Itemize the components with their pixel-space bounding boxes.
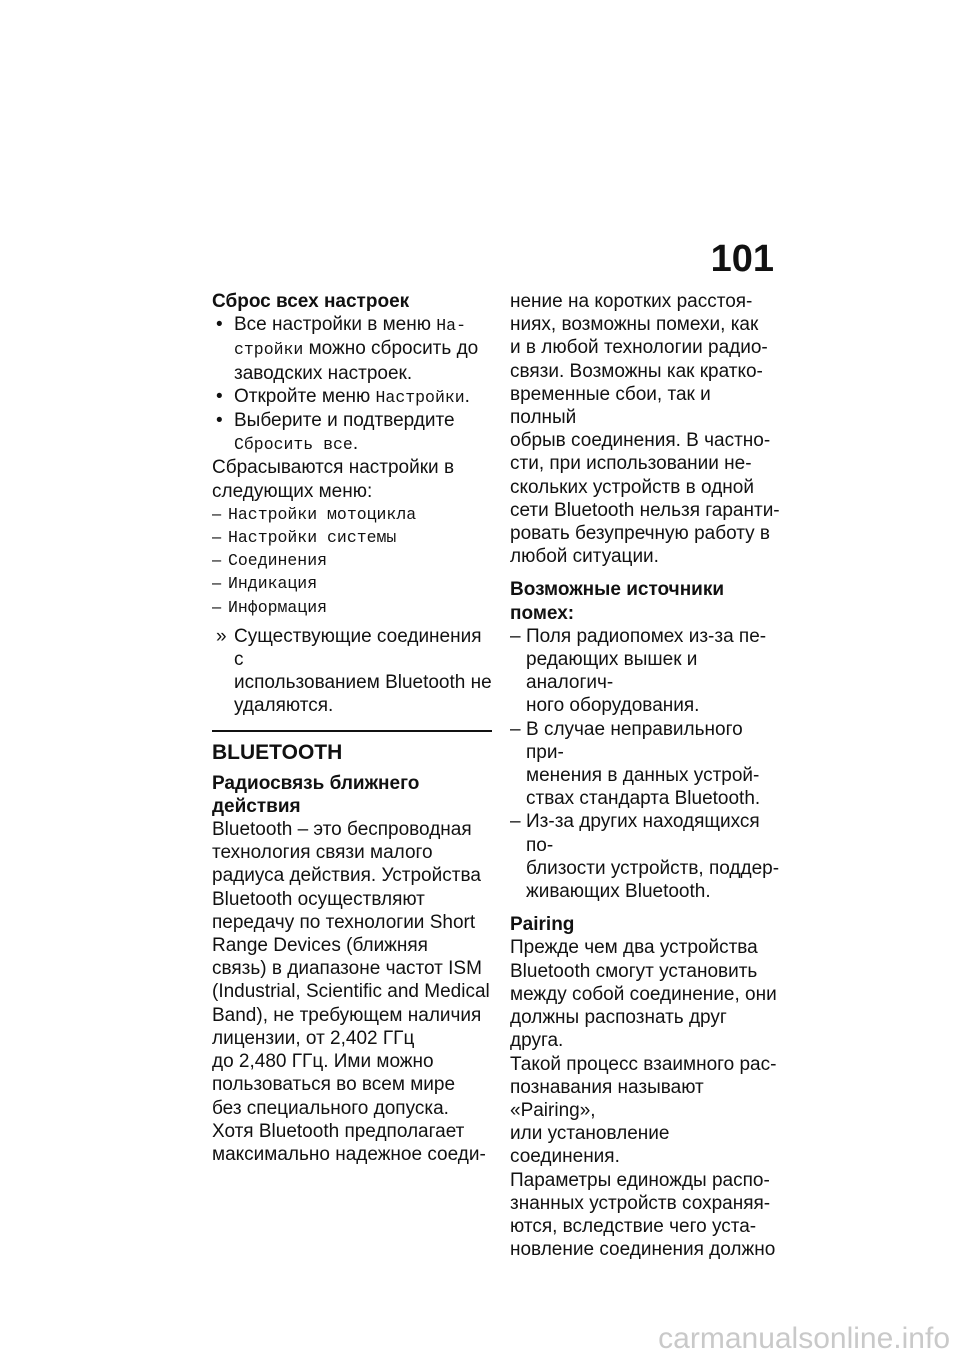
menu-list-item: – Соединения bbox=[212, 551, 328, 571]
right-column bbox=[510, 290, 780, 1261]
interference-item: – Поля радиопомех из-за пе- редающих вышек и аналогич- ного оборудования. bbox=[510, 625, 767, 717]
section-divider bbox=[212, 730, 492, 732]
bullet-item: • Выберите и подтвердите Сбросить все. bbox=[216, 410, 455, 455]
bullet-dot-icon: • bbox=[216, 410, 223, 432]
menu-list-item: – Информация bbox=[212, 597, 328, 617]
bullet-item: • Все настройки в меню На- стройки можно сбросить до заводских настроек. bbox=[216, 314, 479, 384]
interference-heading: Возможные источники помех: bbox=[510, 579, 725, 624]
menu-list-item: – Настройки системы bbox=[212, 528, 397, 548]
result-note: » Существующие соединения с использованием Bluetooth не удаляются. bbox=[216, 625, 492, 717]
interference-item: – Из-за других находящихся по- близости устройств, поддер- живающих Bluetooth. bbox=[510, 811, 780, 903]
reset-heading: Сброс всех настроек bbox=[212, 291, 410, 312]
pairing-paragraph: Прежде чем два устройства Bluetooth смогут установить между собой соединение, они должны распознать друг друга. Такой процесс взаимного рас- познавания называют «Pairing», или установление соединения. Параметры единожды распо- знанных устройств сохраняя- ются, вследствие чего уста- новление соединения должно bbox=[510, 937, 777, 1261]
continued-paragraph: нение на коротких расстоя- ниях, возможны помехи, как и в любой технологии радио- связи. Возможны как кратко- временные сбои, так и полный обрыв соединения. В частно- сти, при использовании не- скольких устройств в одной сети Bluetooth нельзя гаранти- ровать безупречную работу в любой ситуации. bbox=[510, 291, 780, 568]
menu-list-item: – Индикация bbox=[212, 574, 318, 594]
bullet-dot-icon: • bbox=[216, 314, 223, 336]
watermark: carmanualsonline.info bbox=[658, 1322, 950, 1355]
bullet-item: • Откройте меню Настройки. bbox=[216, 385, 470, 407]
page-number: 101 bbox=[710, 238, 774, 280]
result-arrow-icon: » bbox=[216, 625, 227, 647]
menu-list-item: – Настройки мотоцикла bbox=[212, 504, 417, 524]
radio-heading: Радиосвязь ближнего действия bbox=[212, 772, 420, 817]
reset-description: Сбрасываются настройки в следующих меню: bbox=[212, 457, 455, 502]
radio-paragraph: Bluetooth – это беспроводная технология связи малого радиуса действия. Устройства Bluetooth осуществляют передачу по технологии Short Range Devices (ближняя связь) в диапазоне частот ISM (Industrial, Scientific and Medical Band), не требующем наличия лицензии, от 2,402 ГГц до 2,480 ГГц. Ими можно пользоваться во всем мире без специального допуска. Хотя Bluetooth предполагает максимально надежное соеди- bbox=[212, 819, 490, 1165]
interference-item: – В случае неправильного при- менения в данных устрой- ствах стандарта Bluetooth. bbox=[510, 718, 761, 810]
left-column bbox=[212, 290, 492, 1166]
bullet-dot-icon: • bbox=[216, 385, 223, 407]
section-title: BLUETOOTH bbox=[212, 740, 343, 764]
pairing-heading: Pairing bbox=[510, 914, 575, 936]
